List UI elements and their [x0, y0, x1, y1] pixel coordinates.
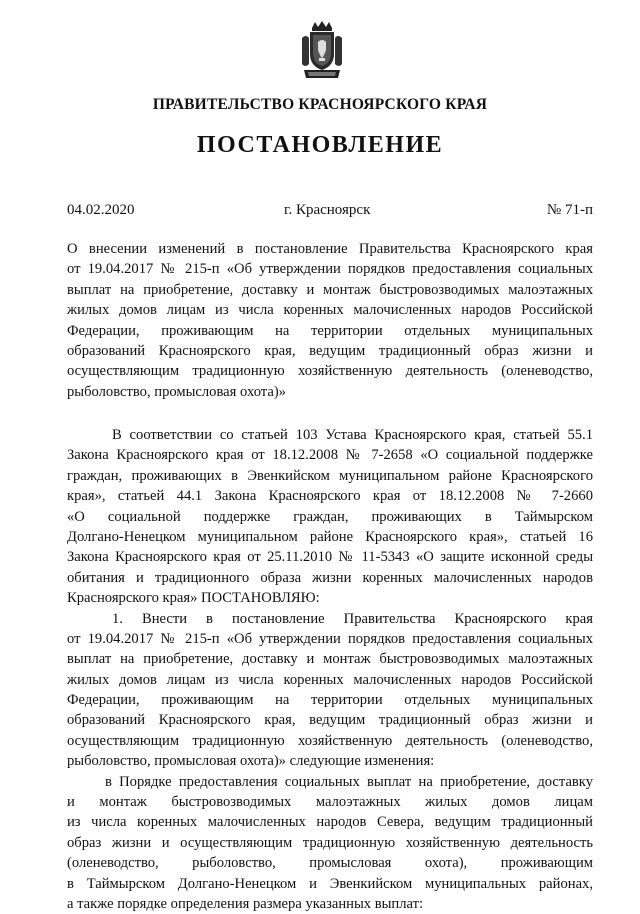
body-line: выплат на приобретение, доставку и монтаж быстровозводимых малоэтажных — [67, 651, 593, 668]
body-line: рыболовство, промысловая охота)» следующие изменения: — [67, 753, 435, 770]
body-line: (оленеводство, рыболовство, промысловая охота), проживающим — [67, 855, 593, 872]
body-line: Закона Красноярского края от 18.12.2008 № 7-2658 «О социальной поддержке — [67, 447, 593, 464]
body-line: В соответствии со статьей 103 Устава Красноярского края, статьей 55.1 — [112, 427, 593, 443]
body-line: обитания и традиционного образа жизни коренных малочисленных народов — [67, 569, 593, 586]
title-line: образований Красноярского края, ведущим традиционный образ жизни и — [67, 342, 593, 359]
body-line: граждан, проживающих в Эвенкийском муниципальном районе Красноярского — [67, 467, 593, 484]
title-line: рыболовство, промысловая охота)» — [67, 383, 286, 400]
body-line: жилых домов лицам из числа коренных малочисленных народов Российской — [67, 671, 593, 688]
body-line: Долгано-Ненецком муниципальном районе Красноярского края», статьей 16 — [67, 528, 593, 545]
body-line: Красноярского края» ПОСТАНОВЛЯЮ: — [67, 590, 320, 607]
document-type-heading: ПОСТАНОВЛЕНИЕ — [196, 132, 444, 158]
body-line: осуществляющим традиционную хозяйственную деятельность (оленеводство, — [67, 732, 593, 749]
document-date: 04.02.2020 — [67, 202, 135, 218]
body-line: образований Красноярского края, ведущим традиционный образ жизни и — [67, 712, 593, 729]
title-line: от 19.04.2017 № 215-п «Об утверждении порядков предоставления социальных — [67, 261, 593, 278]
body-line: «О социальной поддержке граждан, проживающих в Таймырском — [67, 508, 593, 525]
title-line: О внесении изменений в постановление Правительства Красноярского края — [67, 241, 593, 257]
title-line: выплат на приобретение, доставку и монтаж быстровозводимых малоэтажных — [67, 281, 593, 298]
document-number: № 71-п — [546, 202, 593, 218]
body-line: Федерации, проживающим на территории отдельных муниципальных — [67, 692, 593, 709]
body-line: Закона Красноярского края от 25.11.2010 № 11-5343 «О защите исконной среды — [67, 549, 593, 566]
government-title: ПРАВИТЕЛЬСТВО КРАСНОЯРСКОГО КРАЯ — [152, 96, 488, 113]
body-line: 1. Внести в постановление Правительства Красноярского края — [112, 610, 593, 627]
title-line: Федерации, проживающим на территории отдельных муниципальных — [67, 322, 593, 339]
body-line: образ жизни и осуществляющим традиционную хозяйственную деятельность — [67, 834, 593, 851]
title-line: жилых домов лицам из числа коренных малочисленных народов Российской — [67, 302, 593, 319]
body-line: в Таймырском Долгано-Ненецком и Эвенкийском муниципальных районах, — [67, 875, 593, 892]
coat-of-arms-icon — [298, 20, 346, 82]
document-title-block — [67, 239, 593, 402]
body-line: от 19.04.2017 № 215-п «Об утверждении порядков предоставления социальных — [67, 630, 593, 647]
title-line: осуществляющим традиционную хозяйственную деятельность (оленеводство, — [67, 363, 593, 380]
document-meta-row — [67, 202, 593, 222]
body-line: края», статьей 44.1 Закона Красноярского края от 18.12.2008 № 7-2660 — [67, 488, 593, 505]
document-city: г. Красноярск — [284, 202, 371, 218]
body-line: в Порядке предоставления социальных выплат на приобретение, доставку — [105, 773, 593, 790]
body-line: а также порядке определения размера указанных выплат: — [67, 895, 424, 912]
document-body — [67, 425, 593, 914]
body-line: и монтаж быстровозводимых малоэтажных жилых домов лицам — [67, 794, 593, 811]
body-line: из числа коренных малочисленных народов Севера, ведущим традиционный — [67, 814, 593, 831]
